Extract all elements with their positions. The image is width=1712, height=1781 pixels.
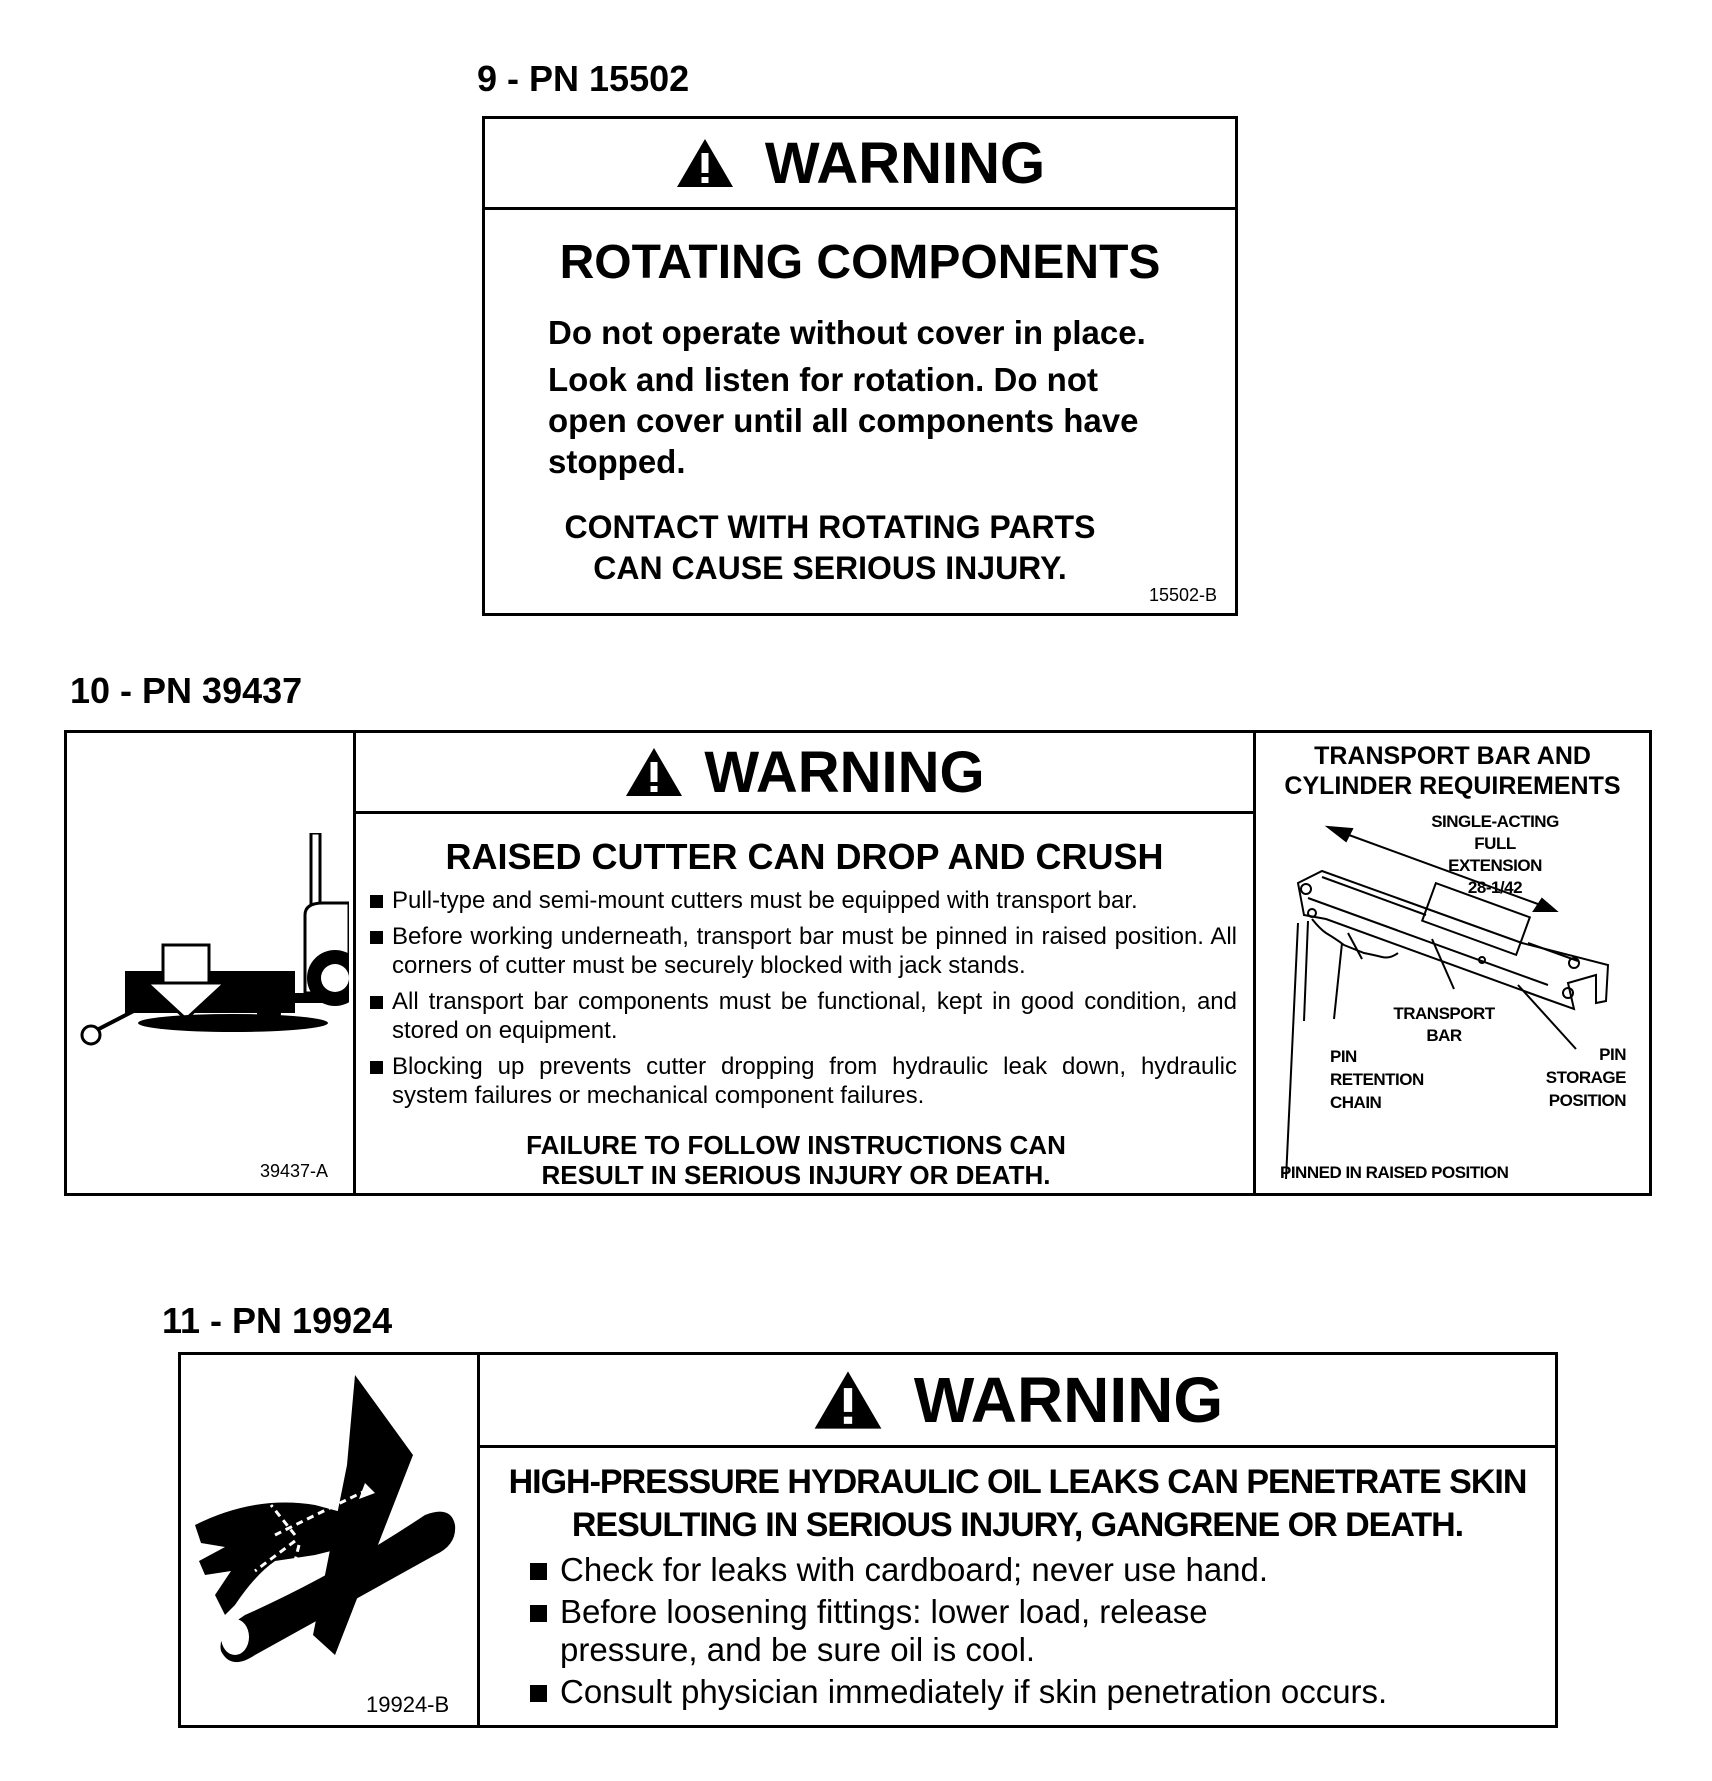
- decal-9-header: [485, 119, 1235, 207]
- decal-9-panel: [482, 116, 1238, 616]
- signal-word: WARNING: [764, 130, 1046, 196]
- list-item: Blocking up prevents cutter dropping from hydraulic leak down, hydraulic system failures or mechanical component failures.: [370, 1052, 1237, 1110]
- decal-9-body: [548, 312, 1146, 482]
- decal-10-consequence: FAILURE TO FOLLOW INSTRUCTIONS CAN RESULT IN SERIOUS INJURY OR DEATH.: [526, 1130, 1066, 1190]
- transport-bar-label: TRANSPORT BAR: [1393, 1004, 1495, 1045]
- decal-11-panel: [178, 1352, 1558, 1728]
- decal-11-title: HIGH-PRESSURE HYDRAULIC OIL LEAKS CAN PENETRATE SKIN RESULTING IN SERIOUS INJURY, GANGRENE OR DEATH.: [508, 1463, 1527, 1544]
- diagram-title: TRANSPORT BAR AND CYLINDER REQUIREMENTS: [1284, 742, 1621, 800]
- pin-chain-label: PIN RETENTION CHAIN: [1330, 1047, 1424, 1112]
- decal-11-header: [480, 1355, 1555, 1445]
- body-line: Do not operate without cover in place.: [548, 314, 1146, 351]
- body-line: stopped.: [548, 443, 686, 480]
- decal-9-ref: 15502-B: [1148, 585, 1217, 605]
- decal-10-ref: 39437-A: [260, 1161, 329, 1181]
- list-item: Before working underneath, transport bar must be pinned in raised position. All corners of cutter must be securely blocked with jack stands.: [370, 922, 1237, 980]
- warning-triangle-icon: [812, 1369, 884, 1431]
- warning-triangle-icon: [624, 746, 684, 798]
- pin-storage-label: PIN STORAGE POSITION: [1545, 1045, 1626, 1110]
- warning-triangle-icon: [675, 137, 735, 189]
- list-item: Pull-type and semi-mount cutters must be equipped with transport bar.: [370, 886, 1237, 915]
- list-item: All transport bar components must be functional, kept in good condition, and stored on equipment.: [370, 987, 1237, 1045]
- signal-word: WARNING: [913, 1364, 1224, 1436]
- decal-10-label: 10 - PN 39437: [70, 670, 303, 711]
- list-item: Before loosening fittings: lower load, release pressure, and be sure oil is cool.: [530, 1593, 1220, 1669]
- decal-11-label: 11 - PN 19924: [162, 1300, 393, 1341]
- decal-9-label: 9 - PN 15502: [477, 58, 690, 99]
- list-item: Consult physician immediately if skin penetration occurs.: [530, 1673, 1510, 1711]
- pinned-label: PINNED IN RAISED POSITION: [1280, 1163, 1509, 1182]
- decal-9-title: ROTATING COMPONENTS: [559, 236, 1161, 289]
- signal-word: WARNING: [704, 739, 985, 805]
- transport-bar-diagram: [1256, 803, 1649, 1193]
- decal-10-panel: [64, 730, 1652, 1196]
- decal-11-bullets: [530, 1551, 1510, 1711]
- body-line: open cover until all components have: [548, 402, 1139, 439]
- extension-label: SINGLE-ACTING FULL EXTENSION 28-1/42: [1431, 812, 1559, 897]
- decal-10-bullets: [370, 886, 1237, 1110]
- decal-9-consequence: CONTACT WITH ROTATING PARTS CAN CAUSE SERIOUS INJURY.: [564, 509, 1096, 586]
- list-item: Check for leaks with cardboard; never use hand.: [530, 1551, 1510, 1589]
- body-line: Look and listen for rotation. Do not: [548, 361, 1098, 398]
- decal-10-title: RAISED CUTTER CAN DROP AND CRUSH: [445, 836, 1164, 877]
- decal-10-header: [356, 733, 1253, 811]
- hydraulic-leak-hand-icon: [195, 1375, 467, 1675]
- decal-11-ref: 19924-B: [366, 1692, 450, 1717]
- raised-cutter-crush-icon: [73, 833, 349, 1063]
